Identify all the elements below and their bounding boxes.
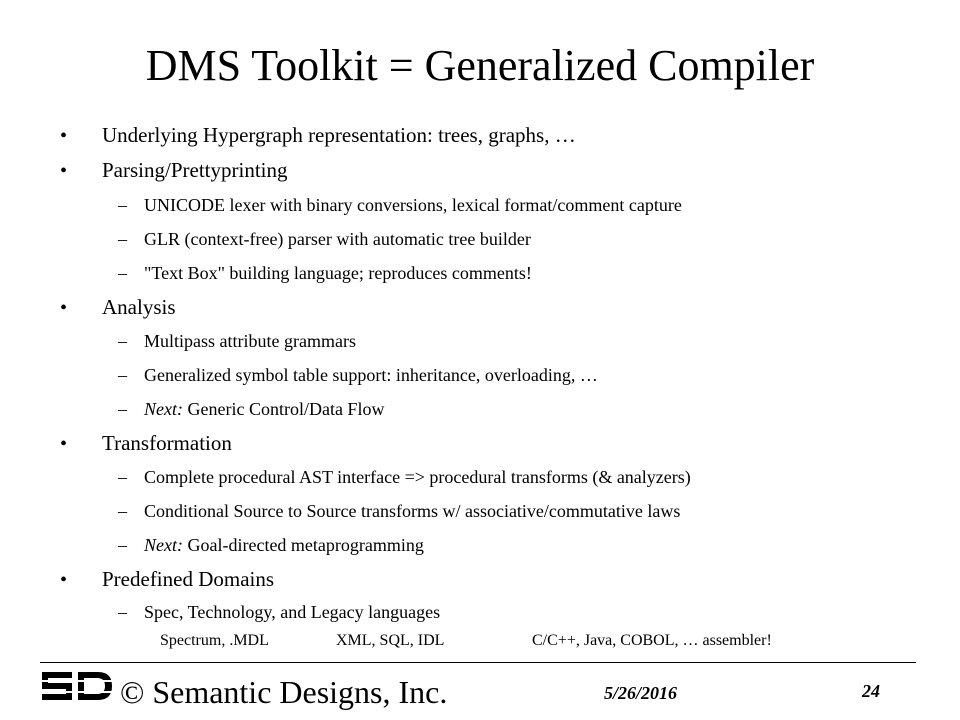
dash-icon: –: [118, 229, 127, 249]
bullet-item: [60, 430, 232, 457]
dash-icon: –: [118, 331, 127, 351]
example-item: XML, SQL, IDL: [336, 632, 445, 649]
sub-bullet-item: [118, 397, 384, 421]
sub-bullet-text: UNICODE lexer with binary conversions, lexical format/comment capture: [144, 195, 682, 215]
sub-bullet-text: Generic Control/Data Flow: [182, 399, 385, 419]
sub-bullet-text: Multipass attribute grammars: [144, 331, 356, 351]
sub-bullet-text: Spec, Technology, and Legacy languages: [144, 602, 441, 622]
sub-bullet-item: [118, 499, 680, 523]
bullet-text: Transformation: [102, 431, 232, 455]
sub-bullet-text: Complete procedural AST interface => procedural transforms (& analyzers): [144, 467, 691, 487]
dash-icon: –: [118, 399, 127, 419]
footer-divider: [40, 662, 916, 663]
bullet-item: [60, 157, 288, 184]
company-logo-icon: [40, 670, 114, 707]
slide-number: 24: [862, 681, 880, 701]
bullet-text: Parsing/Prettyprinting: [102, 158, 288, 182]
dash-icon: –: [118, 602, 127, 622]
page-title: DMS Toolkit = Generalized Compiler: [145, 41, 815, 90]
sub-bullet-item: [118, 465, 691, 489]
dash-icon: –: [118, 263, 127, 283]
dash-icon: –: [118, 365, 127, 385]
sub-bullet-text: Goal-directed metaprogramming: [182, 535, 424, 555]
sub-bullet-item: [118, 329, 356, 353]
bullet-icon: •: [60, 569, 68, 591]
sub-bullet-item: [118, 261, 532, 285]
sub-bullet-text: "Text Box" building language; reproduces comments!: [144, 263, 532, 283]
bullet-icon: •: [60, 160, 68, 182]
sub-bullet-item: [118, 227, 531, 251]
bullet-item: [60, 294, 176, 321]
company-name: © Semantic Designs, Inc.: [120, 674, 448, 710]
example-item: C/C++, Java, COBOL, … assembler!: [532, 632, 772, 649]
dash-icon: –: [118, 467, 127, 487]
next-prefix: Next:: [144, 535, 183, 555]
dash-icon: –: [118, 195, 127, 215]
next-prefix: Next:: [144, 399, 183, 419]
sub-bullet-item: [118, 363, 598, 387]
sub-bullet-item: [118, 600, 440, 624]
sub-bullet-text: Conditional Source to Source transforms w/ associative/commutative laws: [144, 501, 681, 521]
dash-icon: –: [118, 501, 127, 521]
bullet-item: [60, 566, 274, 593]
bullet-item: [60, 122, 576, 149]
bullet-icon: •: [60, 297, 68, 319]
sub-bullet-item: [118, 533, 424, 557]
sub-bullet-text: Generalized symbol table support: inheritance, overloading, …: [144, 365, 598, 385]
bullet-text: Analysis: [102, 295, 176, 319]
slide-date: 5/26/2016: [604, 683, 678, 703]
dash-icon: –: [118, 535, 127, 555]
sub-bullet-text: GLR (context-free) parser with automatic tree builder: [144, 229, 531, 249]
example-item: Spectrum, .MDL: [160, 632, 269, 649]
bullet-icon: •: [60, 125, 68, 147]
bullet-text: Predefined Domains: [102, 567, 275, 591]
sub-bullet-item: [118, 193, 682, 217]
bullet-text: Underlying Hypergraph representation: trees, graphs, …: [102, 123, 576, 147]
bullet-icon: •: [60, 433, 68, 455]
